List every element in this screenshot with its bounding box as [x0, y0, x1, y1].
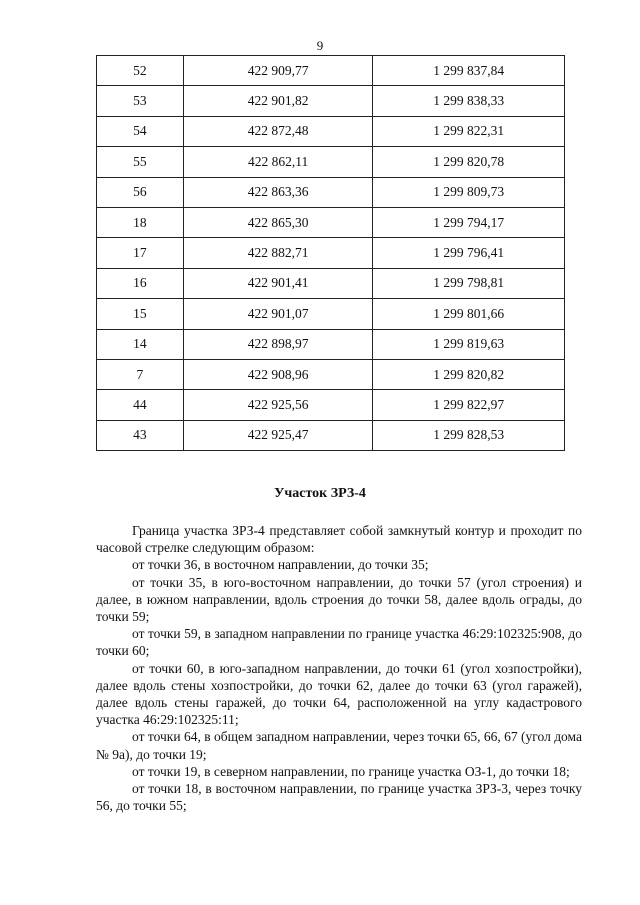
table-row [97, 177, 565, 207]
y-coordinate-cell: 1 299 828,53 [373, 420, 565, 450]
table-row [97, 268, 565, 298]
paragraph: от точки 59, в западном направлении по границе участка 46:29:102325:908, до точки 60; [96, 626, 582, 659]
point-number-cell: 43 [97, 420, 184, 450]
y-coordinate-cell: 1 299 820,82 [373, 359, 565, 389]
table-row [97, 390, 565, 420]
x-coordinate-cell: 422 862,11 [183, 147, 373, 177]
y-coordinate-cell: 1 299 837,84 [373, 56, 565, 86]
point-number-cell: 7 [97, 359, 184, 389]
y-coordinate-cell: 1 299 822,97 [373, 390, 565, 420]
x-coordinate-cell: 422 909,77 [183, 56, 373, 86]
point-number-cell: 52 [97, 56, 184, 86]
table-row [97, 299, 565, 329]
y-coordinate-cell: 1 299 822,31 [373, 116, 565, 146]
page-number: 9 [316, 38, 324, 53]
table-row [97, 116, 565, 146]
y-coordinate-cell: 1 299 798,81 [373, 268, 565, 298]
x-coordinate-cell: 422 863,36 [183, 177, 373, 207]
y-coordinate-cell: 1 299 796,41 [373, 238, 565, 268]
point-number-cell: 14 [97, 329, 184, 359]
coordinates-table [96, 55, 565, 451]
x-coordinate-cell: 422 901,07 [183, 299, 373, 329]
x-coordinate-cell: 422 898,97 [183, 329, 373, 359]
table-row [97, 207, 565, 237]
point-number-cell: 53 [97, 86, 184, 116]
x-coordinate-cell: 422 901,41 [183, 268, 373, 298]
point-number-cell: 15 [97, 299, 184, 329]
point-number-cell: 18 [97, 207, 184, 237]
y-coordinate-cell: 1 299 809,73 [373, 177, 565, 207]
paragraph: от точки 35, в юго-восточном направлении, до точки 57 (угол строения) и далее, в южном направлении, вдоль строения до точки 58, далее вдоль ограды, до точки 59; [96, 574, 582, 625]
table-row [97, 86, 565, 116]
x-coordinate-cell: 422 901,82 [183, 86, 373, 116]
table-row [97, 147, 565, 177]
x-coordinate-cell: 422 908,96 [183, 359, 373, 389]
x-coordinate-cell: 422 872,48 [183, 116, 373, 146]
y-coordinate-cell: 1 299 794,17 [373, 207, 565, 237]
x-coordinate-cell: 422 882,71 [183, 238, 373, 268]
point-number-cell: 56 [97, 177, 184, 207]
point-number-cell: 17 [97, 238, 184, 268]
table-row [97, 329, 565, 359]
point-number-cell: 44 [97, 390, 184, 420]
x-coordinate-cell: 422 925,47 [183, 420, 373, 450]
table-row [97, 56, 565, 86]
y-coordinate-cell: 1 299 820,78 [373, 147, 565, 177]
paragraph: от точки 19, в северном направлении, по границе участка ОЗ-1, до точки 18; [132, 763, 570, 779]
x-coordinate-cell: 422 925,56 [183, 390, 373, 420]
y-coordinate-cell: 1 299 819,63 [373, 329, 565, 359]
table-row [97, 359, 565, 389]
coordinates-table-body [97, 56, 565, 451]
table-row [97, 238, 565, 268]
point-number-cell: 54 [97, 116, 184, 146]
section-text [96, 522, 582, 814]
y-coordinate-cell: 1 299 801,66 [373, 299, 565, 329]
paragraph: от точки 64, в общем западном направлении, через точки 65, 66, 67 (угол дома № 9а), до точки 19; [96, 729, 582, 762]
paragraph: Граница участка ЗРЗ-4 представляет собой замкнутый контур и проходит по часовой стрелке следующим образом: [96, 523, 582, 556]
point-number-cell: 16 [97, 268, 184, 298]
table-row [97, 420, 565, 450]
x-coordinate-cell: 422 865,30 [183, 207, 373, 237]
paragraph: от точки 18, в восточном направлении, по границе участка ЗРЗ-3, через точку 56, до точки 55; [96, 781, 582, 814]
paragraph: от точки 36, в восточном направлении, до точки 35; [132, 557, 429, 573]
y-coordinate-cell: 1 299 838,33 [373, 86, 565, 116]
section-title: Участок ЗРЗ-4 [274, 486, 366, 501]
point-number-cell: 55 [97, 147, 184, 177]
paragraph: от точки 60, в юго-западном направлении, до точки 61 (угол хозпостройки), далее вдоль стены хозпостройки, до точки 62, далее до точки 63 (угол гаражей), далее вдоль стены гаражей, до точки 64, расположенной на углу кадастрового участка 46:29:102325:11; [96, 660, 582, 728]
